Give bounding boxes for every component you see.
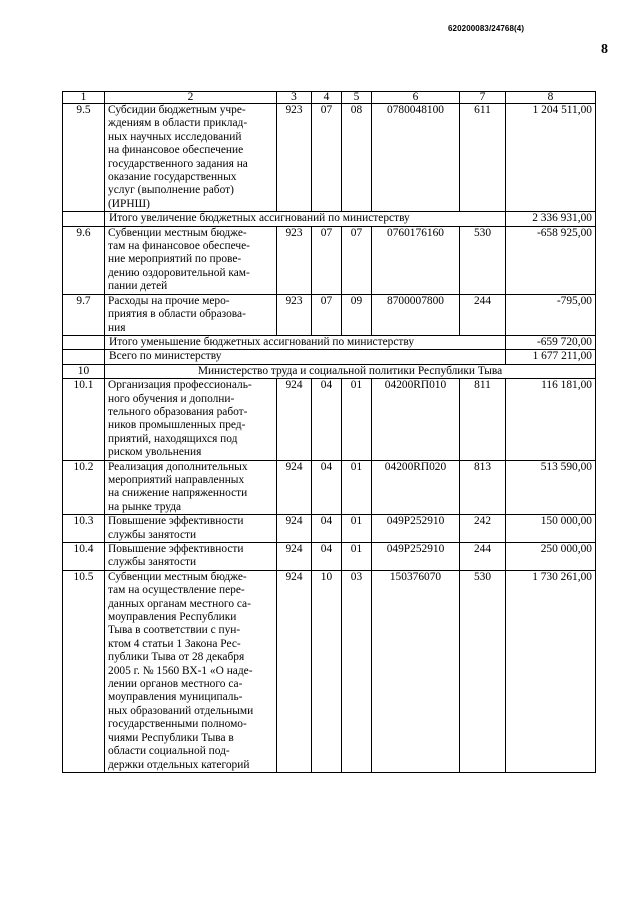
row-col5: 09	[342, 294, 372, 335]
column-header: 7	[460, 92, 506, 104]
row-col7: 244	[460, 543, 506, 571]
column-header: 6	[372, 92, 460, 104]
empty-cell	[63, 335, 105, 349]
row-col3: 923	[277, 104, 312, 212]
row-col3: 924	[277, 515, 312, 543]
row-col6: 8700007800	[372, 294, 460, 335]
table-row	[63, 515, 596, 543]
row-name: Организация профессиональ- ного обучения и дополни- тельного образования работ- ников промышленных пред- приятий, находящихся под риском увольнения	[105, 379, 277, 460]
row-amount: 150 000,00	[506, 515, 596, 543]
section-number: 10	[63, 364, 105, 378]
row-number: 9.7	[63, 294, 105, 335]
row-col3: 923	[277, 226, 312, 294]
row-number: 10.1	[63, 379, 105, 460]
row-number: 10.2	[63, 460, 105, 515]
total-amount: -659 720,00	[506, 335, 596, 349]
row-col7: 244	[460, 294, 506, 335]
table-row	[63, 294, 596, 335]
row-col3: 924	[277, 379, 312, 460]
row-col6: 049P252910	[372, 543, 460, 571]
empty-cell	[63, 212, 105, 226]
row-col5: 03	[342, 570, 372, 772]
row-number: 10.5	[63, 570, 105, 772]
total-label: Всего по министерству	[105, 350, 506, 364]
total-row	[63, 212, 596, 226]
row-col3: 924	[277, 570, 312, 772]
row-col4: 10	[312, 570, 342, 772]
total-row	[63, 335, 596, 349]
total-amount: 1 677 211,00	[506, 350, 596, 364]
table-row	[63, 226, 596, 294]
table-row	[63, 104, 596, 212]
column-header: 5	[342, 92, 372, 104]
row-amount: 1 204 511,00	[506, 104, 596, 212]
row-amount: 250 000,00	[506, 543, 596, 571]
row-col7: 811	[460, 379, 506, 460]
row-col7: 242	[460, 515, 506, 543]
row-name: Расходы на прочие меро- приятия в области образова- ния	[105, 294, 277, 335]
total-amount: 2 336 931,00	[506, 212, 596, 226]
row-col6: 150376070	[372, 570, 460, 772]
row-col4: 04	[312, 515, 342, 543]
row-col3: 924	[277, 543, 312, 571]
row-col5: 01	[342, 460, 372, 515]
row-col6: 049P252910	[372, 515, 460, 543]
row-col7: 813	[460, 460, 506, 515]
row-col3: 923	[277, 294, 312, 335]
section-row	[63, 364, 596, 378]
row-amount: 1 730 261,00	[506, 570, 596, 772]
column-header: 8	[506, 92, 596, 104]
row-col6: 0780048100	[372, 104, 460, 212]
row-name: Повышение эффективности службы занятости	[105, 515, 277, 543]
row-number: 9.6	[63, 226, 105, 294]
section-title: Министерство труда и социальной политики Республики Тыва	[105, 364, 596, 378]
row-amount: -795,00	[506, 294, 596, 335]
row-col5: 01	[342, 543, 372, 571]
row-amount: -658 925,00	[506, 226, 596, 294]
table-body	[63, 92, 596, 773]
table-row	[63, 543, 596, 571]
document-number: 620200083/24768(4)	[448, 24, 525, 33]
row-col4: 07	[312, 226, 342, 294]
row-col4: 04	[312, 379, 342, 460]
column-header: 3	[277, 92, 312, 104]
row-number: 10.3	[63, 515, 105, 543]
row-name: Повышение эффективности службы занятости	[105, 543, 277, 571]
row-col6: 04200RП020	[372, 460, 460, 515]
budget-table	[62, 91, 596, 773]
row-col4: 04	[312, 460, 342, 515]
row-amount: 116 181,00	[506, 379, 596, 460]
column-header: 2	[105, 92, 277, 104]
row-col7: 530	[460, 570, 506, 772]
row-col6: 04200RП010	[372, 379, 460, 460]
row-number: 10.4	[63, 543, 105, 571]
empty-cell	[63, 350, 105, 364]
row-name: Субсидии бюджетным учре- ждениям в области приклад- ных научных исследований на финансовое обеспечение государственного задания на оказание государственных услуг (выполнение работ) (ИРНШ)	[105, 104, 277, 212]
row-name: Субвенции местным бюдже- там на финансовое обеспече- ние мероприятий по прове- дению оздоровительной кам- пании детей	[105, 226, 277, 294]
row-name: Субвенции местным бюдже- там на осуществление пере- данных органам местного са- моуправления Республики Тыва в соответствии с пун- ктом 4 статьи 1 Закона Рес- публики Тыва от 28 декабря 2005 г. № 1560 ВХ-1 «О наде- лении органов местного са- моуправления муниципаль- ных образований отдельными государственными полномо- чиями Республики Тыва в области социальной под- держки отдельных категорий	[105, 570, 277, 772]
row-col7: 611	[460, 104, 506, 212]
row-col4: 07	[312, 104, 342, 212]
row-amount: 513 590,00	[506, 460, 596, 515]
table-header-row	[63, 92, 596, 104]
table-row	[63, 570, 596, 772]
total-label: Итого увеличение бюджетных ассигнований по министерству	[105, 212, 506, 226]
column-header: 1	[63, 92, 105, 104]
table-row	[63, 379, 596, 460]
total-label: Итого уменьшение бюджетных ассигнований по министерству	[105, 335, 506, 349]
row-col3: 924	[277, 460, 312, 515]
row-col4: 07	[312, 294, 342, 335]
row-col5: 01	[342, 379, 372, 460]
total-row	[63, 350, 596, 364]
row-number: 9.5	[63, 104, 105, 212]
row-name: Реализация дополнительных мероприятий направленных на снижение напряженности на рынке труда	[105, 460, 277, 515]
page-number: 8	[601, 42, 608, 57]
row-col7: 530	[460, 226, 506, 294]
row-col6: 0760176160	[372, 226, 460, 294]
row-col5: 07	[342, 226, 372, 294]
row-col5: 01	[342, 515, 372, 543]
row-col5: 08	[342, 104, 372, 212]
table-row	[63, 460, 596, 515]
column-header: 4	[312, 92, 342, 104]
row-col4: 04	[312, 543, 342, 571]
